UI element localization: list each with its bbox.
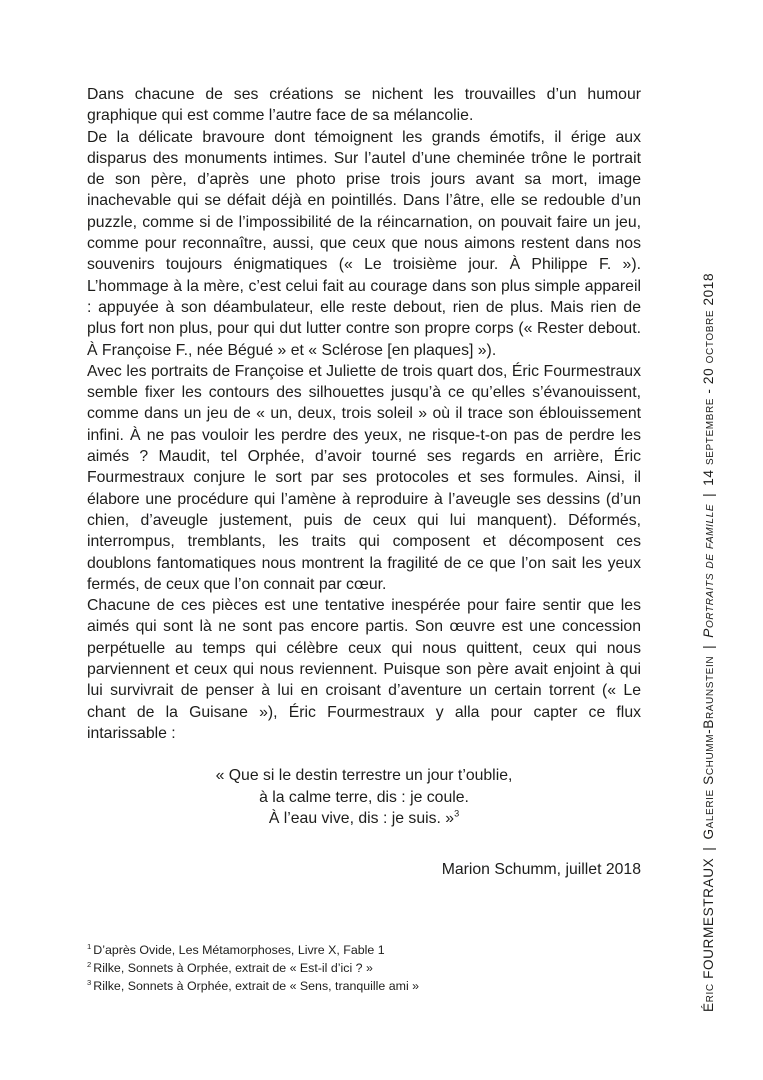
poem-line-1: « Que si le destin terrestre un jour t’oublie, (215, 767, 513, 785)
footnote-3-text: Rilke, Sonnets à Orphée, extrait de « Sens, tranquille ami » (93, 979, 420, 993)
poem-line-3 (87, 808, 641, 829)
footnote-3-marker: 3 (87, 977, 92, 987)
paragraph-2: De la délicate bravoure dont témoignent les grands émotifs, il érige aux disparus des monuments intimes. Sur l’autel d’une cheminée trône le portrait de son père, d’après une photo prise trois jours avant sa mort, image inachevable qui se défait déjà en pointillés. Dans l’âtre, elle se redouble d’un puzzle, comme si de l’impossibilité de la réincarnation, on pouvait faire un jeu, comme pour reconnaître, aussi, que ceux que nous aimons restent dans nos souvenirs toujours énigmatiques (« Le troisième jour. À Philippe F. »). L’hommage à la mère, c’est celui fait au courage dans son plus simple appareil : appuyée à son déambulateur, elle reste debout, rien de plus. Mais rien de plus fort non plus, pour qui dut lutter contre son propre corps (« Rester debout. À Françoise F., née Bégué » et « Sclérose [en plaques] »). (87, 128, 641, 359)
footnote-3 (87, 977, 641, 995)
banner-gallery-name: Galerie Schumm-Braunstein (701, 655, 716, 840)
poem-line-3-text: À l’eau vive, dis : je suis. » (268, 809, 455, 827)
banner-artist-name: Éric FOURMESTRAUX (701, 857, 716, 1012)
footnote-ref-3: 3 (454, 808, 460, 819)
footnote-2-text: Rilke, Sonnets à Orphée, extrait de « Est-il d’ici ? » (93, 961, 373, 975)
paragraph-4: Chacune de ces pièces est une tentative inespérée pour faire sentir que les aimés qui sont là ne sont pas encore partis. Son œuvre est une concession perpétuelle au temps qui célèbre ceux qui nous quittent, ceux qui nous parviennent et ceux qui nous reviennent. Puisque son père avait enjoint à qui lui survivrait de penser à lui en croisant d’aventure un certain torrent (« Le chant de la Guisane »), Éric Fourmestraux y alla pour capter ce flux intarissable : (87, 597, 641, 742)
footnote-2-marker: 2 (87, 959, 92, 969)
paragraph-1: Dans chacune de ses créations se nichent les trouvailles d’un humour graphique qui est comme l’autre face de sa mélancolie. (87, 86, 641, 125)
banner-separator: | (701, 846, 716, 851)
article-body (87, 84, 641, 880)
banner-separator: | (701, 644, 716, 649)
footnote-1 (87, 941, 641, 959)
side-banner (701, 262, 716, 1012)
author-signature: Marion Schumm, juillet 2018 (441, 861, 641, 879)
footnotes-block (87, 941, 641, 995)
paragraph-3: Avec les portraits de Françoise et Juliette de trois quart dos, Éric Fourmestraux semble fixer les contours des silhouettes jusqu’à ce qu’elles s’évanouissent, comme dans un jeu de « un, deux, trois soleil » où il trace son éblouissement infini. À ne pas vouloir les perdre des yeux, ne risque-t-on pas de perdre les aimés ? Maudit, tel Orphée, d’avoir tourné ses regards en arrière, Éric Fourmestraux conjure le sort par ses protocoles et ses formules. Ainsi, il élabore une procédure qui l’amène à reproduire à l’aveugle ses dessins (d’un chien, d’aveugle justement, puis de ceux qui lui manquent). Déformés, interrompus, tremblants, les traits qui composent et décomposent ces doublons fantomatiques nous montrent la fragilité de ce que l’on sait les yeux fermés, de ceux que l’on connait par cœur. (87, 362, 641, 593)
footnote-1-marker: 1 (87, 941, 92, 951)
banner-separator: | (701, 492, 716, 497)
banner-exhibition-title: Portraits de famille (701, 503, 716, 638)
footnote-2 (87, 959, 641, 977)
banner-exhibition-dates: 14 septembre - 20 octobre 2018 (701, 272, 716, 486)
poem-quote (87, 765, 641, 829)
poem-line-2: à la calme terre, dis : je coule. (259, 788, 469, 806)
footnote-1-text: D’après Ovide, Les Métamorphoses, Livre X, Fable 1 (93, 943, 385, 957)
